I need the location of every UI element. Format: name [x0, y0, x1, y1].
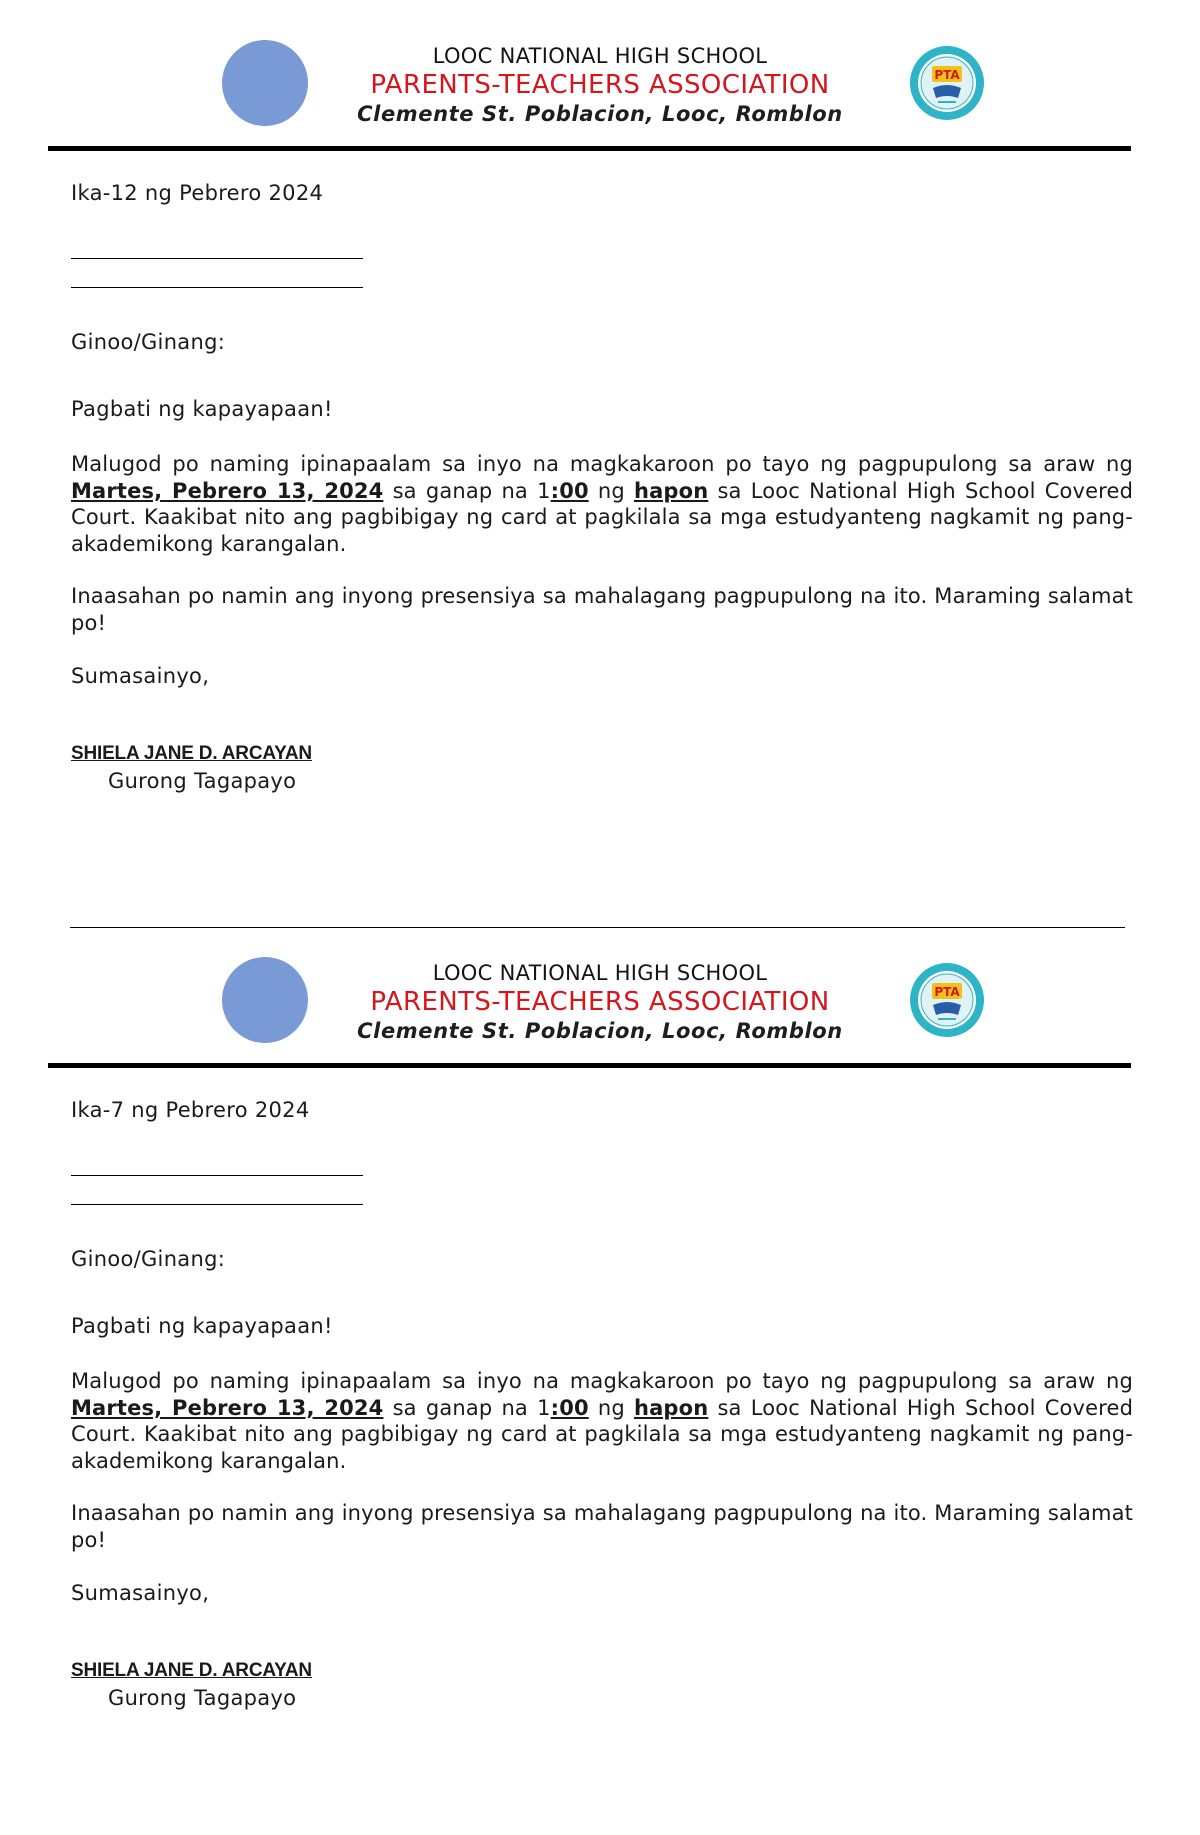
signer-name: SHIELA JANE D. ARCAYAN [71, 743, 312, 764]
recipient-address-line [71, 1204, 363, 1205]
body-ng: ng [597, 478, 625, 503]
recipient-address-line [71, 287, 363, 288]
letter-2 [0, 917, 1200, 1834]
letter-1 [0, 0, 1200, 917]
body-paragraph-2: Inaasahan po namin ang inyong presensiya sa mahalagang pagpupulong na ito. Maraming salamat po! [71, 1501, 1133, 1552]
pta-logo-icon [908, 44, 986, 122]
pta-logo-icon [908, 961, 986, 1039]
body-rest: sa Looc National High School Covered Court. Kaakibat nito ang pagbibigay ng card at pagkilala sa mga estudyanteng nagkamit ng pang-akademikong karangalan. [71, 1395, 1134, 1473]
pta-logo-text: PTA [934, 68, 960, 82]
time-minutes: :00 [550, 1395, 589, 1420]
signer-title: Gurong Tagapayo [108, 1686, 297, 1710]
time-period: hapon [634, 478, 709, 503]
header-rule [48, 146, 1131, 151]
meeting-date: Martes, Pebrero 13, 2024 [71, 1395, 384, 1420]
body-rest: sa Looc National High School Covered Court. Kaakibat nito ang pagbibigay ng card at pagkilala sa mga estudyanteng nagkamit ng pang-akademikong karangalan. [71, 478, 1134, 556]
meeting-date: Martes, Pebrero 13, 2024 [71, 478, 384, 503]
time-period: hapon [634, 1395, 709, 1420]
school-name: LOOC NATIONAL HIGH SCHOOL [432, 961, 768, 985]
body-ng: ng [597, 1395, 625, 1420]
letter-date: Ika-7 ng Pebrero 2024 [71, 1098, 310, 1122]
recipient-name-line [71, 1175, 363, 1176]
signer-title: Gurong Tagapayo [108, 769, 297, 793]
closing: Sumasainyo, [71, 1581, 210, 1605]
header-rule [48, 1063, 1131, 1068]
letterhead [0, 0, 1200, 160]
body-mid: sa ganap na [392, 1395, 528, 1420]
body-mid: sa ganap na [392, 478, 528, 503]
greeting: Pagbati ng kapayapaan! [71, 1314, 333, 1338]
letter-date: Ika-12 ng Pebrero 2024 [71, 181, 324, 205]
closing: Sumasainyo, [71, 664, 210, 688]
greeting: Pagbati ng kapayapaan! [71, 397, 333, 421]
time-minutes: :00 [550, 478, 589, 503]
letterhead [0, 917, 1200, 1077]
body-paragraph-2: Inaasahan po namin ang inyong presensiya sa mahalagang pagpupulong na ito. Maraming salamat po! [71, 584, 1133, 635]
school-address: Clemente St. Poblacion, Looc, Romblon [357, 1019, 843, 1043]
body-intro: Malugod po naming ipinapaalam sa inyo na magkakaroon po tayo ng pagpupulong sa araw ng [71, 1369, 1133, 1393]
salutation: Ginoo/Ginang: [71, 1247, 226, 1271]
time-hour: 1 [537, 478, 551, 503]
school-address: Clemente St. Poblacion, Looc, Romblon [357, 102, 843, 126]
body-paragraph-1 [71, 1368, 1133, 1474]
association-name: PARENTS-TEACHERS ASSOCIATION [370, 70, 830, 100]
pta-logo-text: PTA [934, 985, 960, 999]
recipient-name-line [71, 258, 363, 259]
school-name: LOOC NATIONAL HIGH SCHOOL [432, 44, 768, 68]
association-name: PARENTS-TEACHERS ASSOCIATION [370, 987, 830, 1017]
signer-name: SHIELA JANE D. ARCAYAN [71, 1660, 312, 1681]
time-hour: 1 [537, 1395, 551, 1420]
salutation: Ginoo/Ginang: [71, 330, 226, 354]
body-paragraph-1 [71, 451, 1133, 557]
body-intro: Malugod po naming ipinapaalam sa inyo na magkakaroon po tayo ng pagpupulong sa araw ng [71, 452, 1133, 476]
